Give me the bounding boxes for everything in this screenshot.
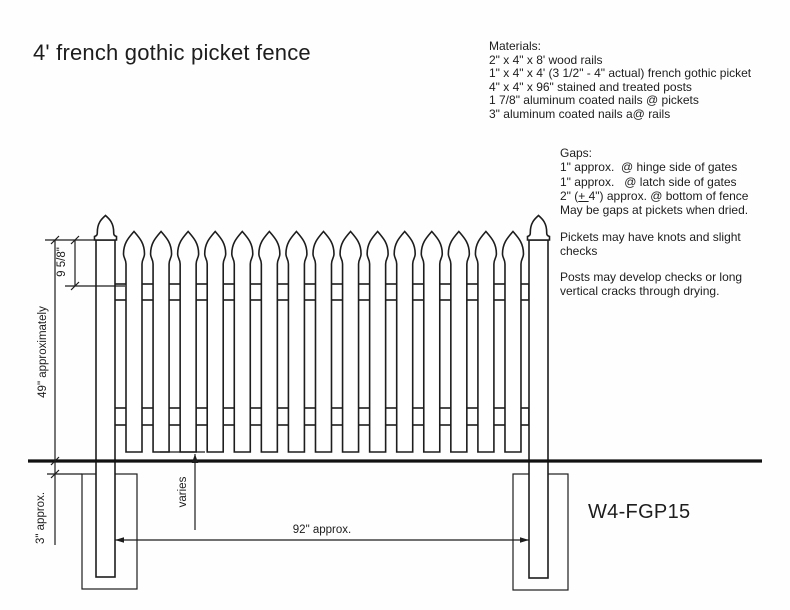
materials-list <box>489 40 751 121</box>
materials-heading: Materials: <box>489 39 542 53</box>
arrow-right <box>520 537 529 543</box>
gaps-line: 1" approx. @ hinge side of gates <box>560 160 738 175</box>
arrow-up-varies <box>192 454 198 463</box>
arrow-left <box>115 537 124 543</box>
picket <box>205 232 226 453</box>
dim-label-footing-depth: 3" approx. <box>35 491 47 545</box>
dim-label-bottom-gap: varies <box>177 476 189 508</box>
materials-item: 3" aluminum coated nails a@ rails <box>489 106 671 121</box>
right-post-finial <box>528 216 550 241</box>
picket <box>448 232 469 453</box>
post-checks-note: Posts may develop checks or long vertical cracks through drying. <box>560 270 743 299</box>
picket <box>340 232 361 453</box>
materials-item: 2" x 4" x 8' wood rails <box>489 52 603 67</box>
picket <box>259 232 280 453</box>
picket <box>475 232 496 453</box>
right-post <box>529 240 548 578</box>
drawing-title: 4' french gothic picket fence <box>33 40 311 65</box>
dim-label-picket-top: 9 5/8" <box>56 247 68 277</box>
picket <box>421 232 442 453</box>
picket <box>178 232 199 453</box>
materials-item: 4" x 4" x 96" stained and treated posts <box>489 79 692 94</box>
plus-minus-mark: + <box>578 188 589 203</box>
left-post-finial <box>95 216 117 241</box>
gaps-line: 2" (+ 4") approx. @ bottom of fence <box>560 188 749 203</box>
picket <box>367 232 388 453</box>
materials-item: 1" x 4" x 4' (3 1/2" - 4" actual) french gothic picket <box>489 66 752 80</box>
dim-label-post-spacing: 92" approx. <box>292 524 352 536</box>
dim-label-height: 49" approximately <box>37 306 49 398</box>
picket <box>502 232 523 453</box>
gaps-notes <box>560 146 748 217</box>
gaps-line: 1" approx. @ latch side of gates <box>560 174 737 189</box>
gaps-heading: Gaps: <box>560 146 593 160</box>
model-number: W4-FGP15 <box>588 501 691 523</box>
left-post <box>96 240 115 577</box>
picket <box>232 232 253 453</box>
picket <box>313 232 334 453</box>
picket-group <box>124 232 524 453</box>
picket <box>286 232 307 453</box>
picket <box>151 232 172 453</box>
materials-item: 1 7/8" aluminum coated nails @ pickets <box>489 93 699 107</box>
picket-knots-note: Pickets may have knots and slight checks <box>560 230 741 259</box>
gaps-line: May be gaps at pickets when dried. <box>560 203 749 218</box>
picket <box>124 232 145 453</box>
picket <box>394 232 415 453</box>
